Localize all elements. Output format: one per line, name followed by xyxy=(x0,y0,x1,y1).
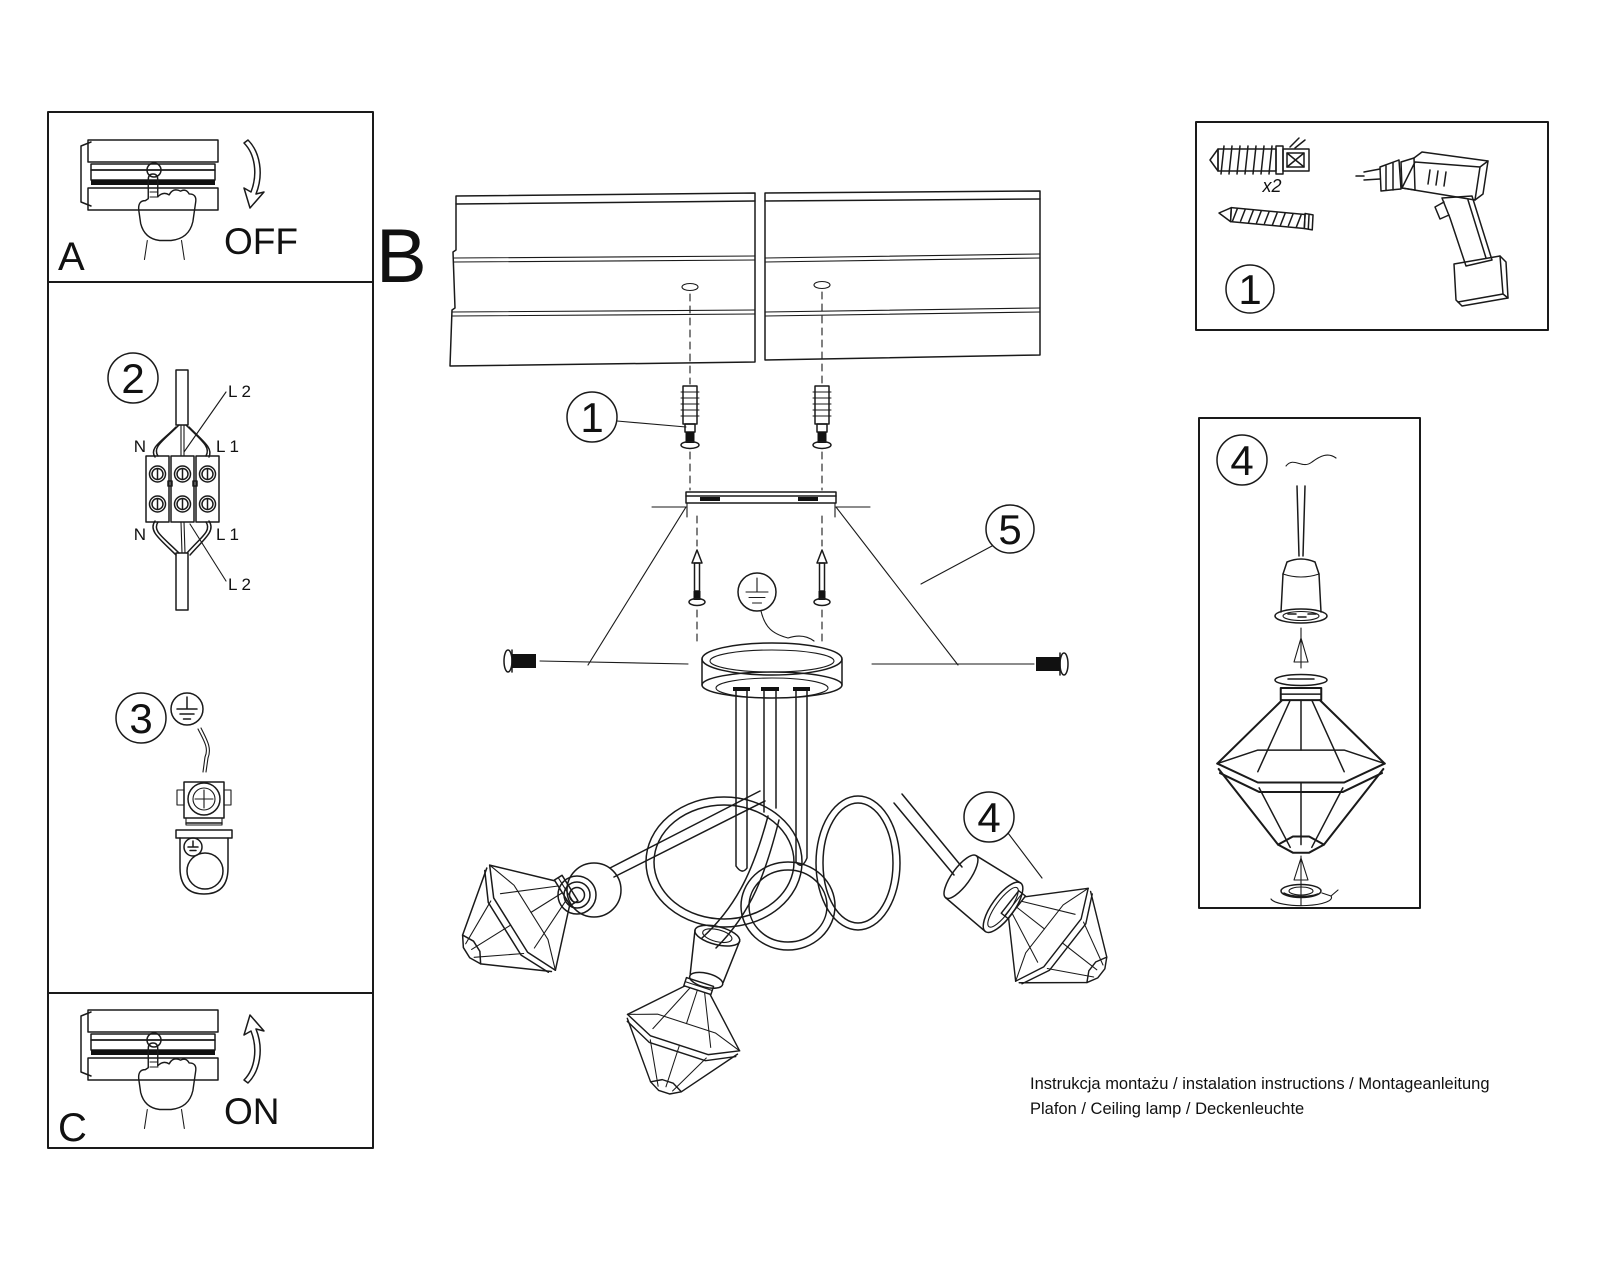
lamp-socket-icon xyxy=(1275,559,1327,623)
wire-label-l2-bottom: L 2 xyxy=(228,575,252,594)
step-2-wiring xyxy=(108,353,251,610)
panel-a-power-off xyxy=(58,140,298,279)
panel-a-frame xyxy=(48,112,373,282)
arrow-down-icon xyxy=(244,140,264,208)
callout-5-number: 5 xyxy=(998,506,1022,553)
anchor-quantity-label: x2 xyxy=(1262,176,1282,196)
wall-plug-icon xyxy=(813,386,831,449)
panel-4-shade-assembly xyxy=(1199,418,1420,908)
step-4-number: 4 xyxy=(1230,437,1254,484)
ground-symbol-icon xyxy=(738,573,776,611)
main-exploded-view xyxy=(434,191,1138,1110)
wall-plug-icon xyxy=(681,386,699,449)
step-1-number: 1 xyxy=(1238,266,1262,313)
alignment-dashes xyxy=(690,292,822,490)
step-2-number: 2 xyxy=(121,355,145,402)
wire-label-n-bottom: N xyxy=(133,525,146,544)
wire-label-l2-top: L 2 xyxy=(228,382,252,401)
wire-cage-shade xyxy=(1217,688,1384,853)
lamp-socket-icon xyxy=(682,921,742,992)
step-3-grounding xyxy=(116,693,232,894)
terminal-block-icon xyxy=(146,370,219,610)
footer-line-1: Instrukcja montażu / instalation instructions / Montageanleitung xyxy=(1030,1075,1490,1093)
assemble-arrow-up xyxy=(1294,628,1308,668)
wire-cage-shade xyxy=(434,835,603,1005)
assemble-arrow-up xyxy=(1294,856,1308,884)
cage-collar xyxy=(1275,675,1327,686)
wall-plug-icon xyxy=(1210,138,1309,174)
left-lamp-arm xyxy=(434,791,765,1005)
arrow-up-icon xyxy=(244,1015,264,1083)
ground-wire xyxy=(198,728,209,772)
projection-lines xyxy=(588,507,958,665)
callout-5-leader xyxy=(921,546,992,584)
drill-icon xyxy=(1356,152,1508,306)
panel-1-parts xyxy=(1196,122,1548,330)
callout-4-leader xyxy=(1008,833,1042,878)
panel-c-action-label: ON xyxy=(224,1091,280,1132)
side-bolt-icon xyxy=(1036,653,1068,675)
pointing-hand-icon xyxy=(139,1043,196,1129)
left-column-frame xyxy=(48,282,373,993)
ground-terminal-icon xyxy=(177,782,231,825)
ceiling-planks xyxy=(450,191,1040,366)
wire-label-n-top: N xyxy=(133,437,146,456)
socket-cable xyxy=(1297,486,1305,556)
bolt-lines xyxy=(540,661,1034,664)
mounting-bar xyxy=(686,492,836,517)
arm-loops xyxy=(646,796,900,950)
right-lamp-arm xyxy=(894,794,1138,1020)
panel-c-label: C xyxy=(58,1106,87,1150)
pointing-hand-icon xyxy=(139,174,196,260)
wire-label-l1-bottom: L 1 xyxy=(216,525,240,544)
ground-wire xyxy=(761,611,814,641)
wire-label-l1-top: L 1 xyxy=(216,437,240,456)
cable-squiggle xyxy=(1286,455,1336,466)
screw-icon xyxy=(814,550,830,606)
step-3-number: 3 xyxy=(129,695,153,742)
lamp-socket-icon xyxy=(936,847,1030,938)
screw-icon xyxy=(1218,207,1313,230)
panel-a-action-label: OFF xyxy=(224,221,298,262)
bottom-lamp-arm xyxy=(608,816,779,1110)
wire-cage-shade xyxy=(974,856,1138,1020)
panel-b-label: B xyxy=(376,214,427,299)
panel-4-frame xyxy=(1199,418,1420,908)
footer-line-2: Plafon / Ceiling lamp / Deckenleuchte xyxy=(1030,1100,1305,1118)
mounting-bracket-icon xyxy=(176,830,232,894)
callout-4-number: 4 xyxy=(977,794,1001,841)
panel-c-frame xyxy=(48,993,373,1148)
side-bolt-icon xyxy=(504,650,536,672)
callout-1-number: 1 xyxy=(580,394,604,441)
footer xyxy=(1030,1075,1490,1118)
panel-a-label: A xyxy=(58,235,85,279)
screw-icon xyxy=(689,550,705,606)
screw-axis-dashes xyxy=(697,516,822,644)
panel-c-power-on xyxy=(58,1010,280,1150)
wire-cage-shade xyxy=(608,964,756,1111)
callout-1-leader xyxy=(617,421,686,427)
ground-symbol-icon xyxy=(171,693,203,725)
